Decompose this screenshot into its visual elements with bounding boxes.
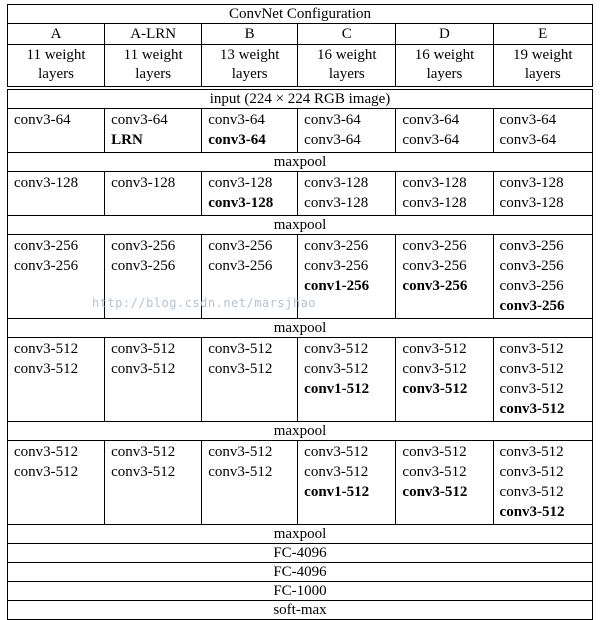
conv-layer: conv3-512 (111, 341, 176, 357)
conv-layer: conv3-256 (14, 258, 79, 274)
maxpool-row (8, 422, 593, 441)
conv-layer: conv1-512 (304, 381, 370, 397)
conv-layer: conv3-512 (402, 361, 467, 377)
conv-layer: conv3-512 (304, 361, 369, 377)
conv-cell (396, 338, 493, 422)
conv-layer: conv3-64 (499, 132, 557, 148)
conv-layer: LRN (111, 132, 143, 148)
maxpool-row (8, 319, 593, 338)
conv-layer: conv3-512 (402, 341, 467, 357)
conv-layer: conv3-256 (304, 238, 369, 254)
conv-layer: conv3-64 (402, 132, 460, 148)
conv-layer: conv3-512 (14, 361, 79, 377)
watermark: http://blog.csdn.net/marsjhao (92, 296, 317, 310)
conv-layer: conv3-256 (111, 258, 176, 274)
conv-layer: conv3-512 (304, 444, 369, 460)
conv-cell (298, 441, 396, 525)
conv-layer: conv3-512 (402, 381, 468, 397)
conv-cell (105, 172, 202, 216)
conv-layer: conv3-256 (208, 238, 273, 254)
conv-cell (298, 338, 396, 422)
conv-layer: conv3-256 (304, 258, 369, 274)
table-head-rows (8, 5, 593, 109)
conv-layer: conv3-512 (304, 464, 369, 480)
conv-layer: conv3-512 (111, 361, 176, 377)
conv-layer: conv3-512 (499, 341, 564, 357)
conv-layer: conv3-512 (402, 444, 467, 460)
fc-4096-label-2: FC-4096 (8, 563, 593, 582)
conv-cell (493, 441, 592, 525)
conv-512-block-1-row (8, 338, 593, 422)
column-header-C: C (298, 24, 396, 45)
conv-cell (396, 235, 493, 319)
conv-cell (493, 172, 592, 216)
conv-layer: conv3-512 (14, 444, 79, 460)
conv-cell (298, 235, 396, 319)
conv-layer: conv3-64 (208, 132, 266, 148)
maxpool-row (8, 153, 593, 172)
conv-layer: conv3-128 (402, 195, 467, 211)
conv-64-block-row (8, 109, 593, 153)
conv-cell (202, 109, 298, 153)
conv-cell (202, 235, 298, 319)
conv-layer: conv3-512 (499, 401, 565, 417)
maxpool-label: maxpool (8, 216, 593, 235)
conv-cell (202, 441, 298, 525)
conv-cell (493, 109, 592, 153)
conv-layer: conv3-512 (304, 341, 369, 357)
column-header-A: A (8, 24, 105, 45)
conv-layer: conv3-512 (111, 444, 176, 460)
table-title-row (8, 5, 593, 24)
weight-layers-row (8, 45, 593, 89)
maxpool-row (8, 216, 593, 235)
conv-layer: conv3-512 (499, 464, 564, 480)
column-header-row (8, 24, 593, 45)
conv-cell (493, 235, 592, 319)
conv-cell (8, 338, 105, 422)
fc-1000-label: FC-1000 (8, 582, 593, 601)
softmax-label: soft-max (8, 601, 593, 620)
conv-layer: conv3-128 (14, 175, 79, 191)
conv-cell (202, 338, 298, 422)
conv-layer: conv3-256 (402, 238, 467, 254)
conv-layer: conv3-256 (499, 278, 564, 294)
conv-layer: conv3-64 (304, 132, 361, 148)
input-label: input (224 × 224 RGB image) (8, 88, 593, 109)
table-tail-rows (8, 544, 593, 620)
weight-layers-A-LRN: 11 weight layers (105, 45, 202, 89)
conv-layer: conv3-64 (304, 112, 361, 128)
conv-layer: conv3-256 (499, 258, 564, 274)
conv-cell (8, 172, 105, 216)
convnet-table (7, 4, 593, 620)
conv-cell (105, 109, 202, 153)
conv-layer: conv3-512 (208, 361, 273, 377)
conv-cell (298, 109, 396, 153)
fc-4096-row-1 (8, 544, 593, 563)
conv-cell (8, 109, 105, 153)
conv-layer: conv3-512 (402, 484, 468, 500)
conv-128-block-row (8, 172, 593, 216)
weight-layers-C: 16 weight layers (298, 45, 396, 89)
conv-256-block-row (8, 235, 593, 319)
maxpool-label: maxpool (8, 153, 593, 172)
conv-layer: conv3-512 (208, 341, 273, 357)
conv-cell (202, 172, 298, 216)
column-header-E: E (493, 24, 592, 45)
conv-cell (396, 109, 493, 153)
maxpool-row (8, 525, 593, 544)
fc-1000-row (8, 582, 593, 601)
conv-layer: conv3-128 (499, 195, 564, 211)
conv-layer: conv3-512 (499, 484, 564, 500)
conv-layer: conv3-512 (499, 444, 564, 460)
conv-cell (105, 441, 202, 525)
conv-layer: conv3-64 (111, 112, 168, 128)
conv-cell (298, 172, 396, 216)
conv-layer: conv3-512 (402, 464, 467, 480)
maxpool-label: maxpool (8, 319, 593, 338)
conv-layer: conv3-128 (402, 175, 467, 191)
conv-layer: conv3-128 (304, 195, 369, 211)
conv-layer: conv3-64 (499, 112, 557, 128)
conv-layer: conv3-256 (402, 278, 468, 294)
conv-layer: conv3-256 (499, 298, 565, 314)
column-header-A-LRN: A-LRN (105, 24, 202, 45)
conv-layer: conv3-256 (402, 258, 467, 274)
maxpool-label: maxpool (8, 422, 593, 441)
vgg-configuration-table (7, 4, 593, 620)
conv-layer: conv3-128 (208, 195, 274, 211)
conv-layer: conv3-512 (14, 464, 79, 480)
conv-layer: conv3-256 (111, 238, 176, 254)
conv-cell (8, 441, 105, 525)
conv-layer: conv3-128 (111, 175, 176, 191)
column-header-D: D (396, 24, 493, 45)
conv-layer: conv3-512 (14, 341, 79, 357)
conv-layer: conv3-256 (14, 238, 79, 254)
conv-layer: conv3-512 (499, 361, 564, 377)
conv-layer: conv1-512 (304, 484, 370, 500)
conv-cell (105, 338, 202, 422)
conv-layer: conv3-256 (499, 238, 564, 254)
conv-layer: conv3-64 (208, 112, 265, 128)
conv-layer: conv3-512 (111, 464, 176, 480)
fc-4096-row-2 (8, 563, 593, 582)
conv-cell (8, 235, 105, 319)
weight-layers-D: 16 weight layers (396, 45, 493, 89)
conv-layer: conv3-64 (402, 112, 460, 128)
weight-layers-E: 19 weight layers (493, 45, 592, 89)
conv-layer: conv3-512 (499, 504, 565, 520)
conv-512-block-2-row (8, 441, 593, 525)
conv-cell (493, 338, 592, 422)
table-title: ConvNet Configuration (8, 5, 593, 24)
conv-blocks (8, 109, 593, 544)
conv-layer: conv3-128 (304, 175, 369, 191)
weight-layers-A: 11 weight layers (8, 45, 105, 89)
maxpool-label: maxpool (8, 525, 593, 544)
conv-layer: conv3-512 (208, 444, 273, 460)
softmax-row (8, 601, 593, 620)
input-row (8, 88, 593, 109)
conv-cell (396, 172, 493, 216)
conv-layer: conv3-512 (499, 381, 564, 397)
column-header-B: B (202, 24, 298, 45)
conv-layer: conv1-256 (304, 278, 370, 294)
conv-layer: conv3-256 (208, 258, 273, 274)
conv-layer: conv3-128 (499, 175, 564, 191)
conv-layer: conv3-512 (208, 464, 273, 480)
fc-4096-label-1: FC-4096 (8, 544, 593, 563)
conv-layer: conv3-64 (14, 112, 71, 128)
conv-layer: conv3-128 (208, 175, 273, 191)
conv-cell (105, 235, 202, 319)
weight-layers-B: 13 weight layers (202, 45, 298, 89)
conv-cell (396, 441, 493, 525)
